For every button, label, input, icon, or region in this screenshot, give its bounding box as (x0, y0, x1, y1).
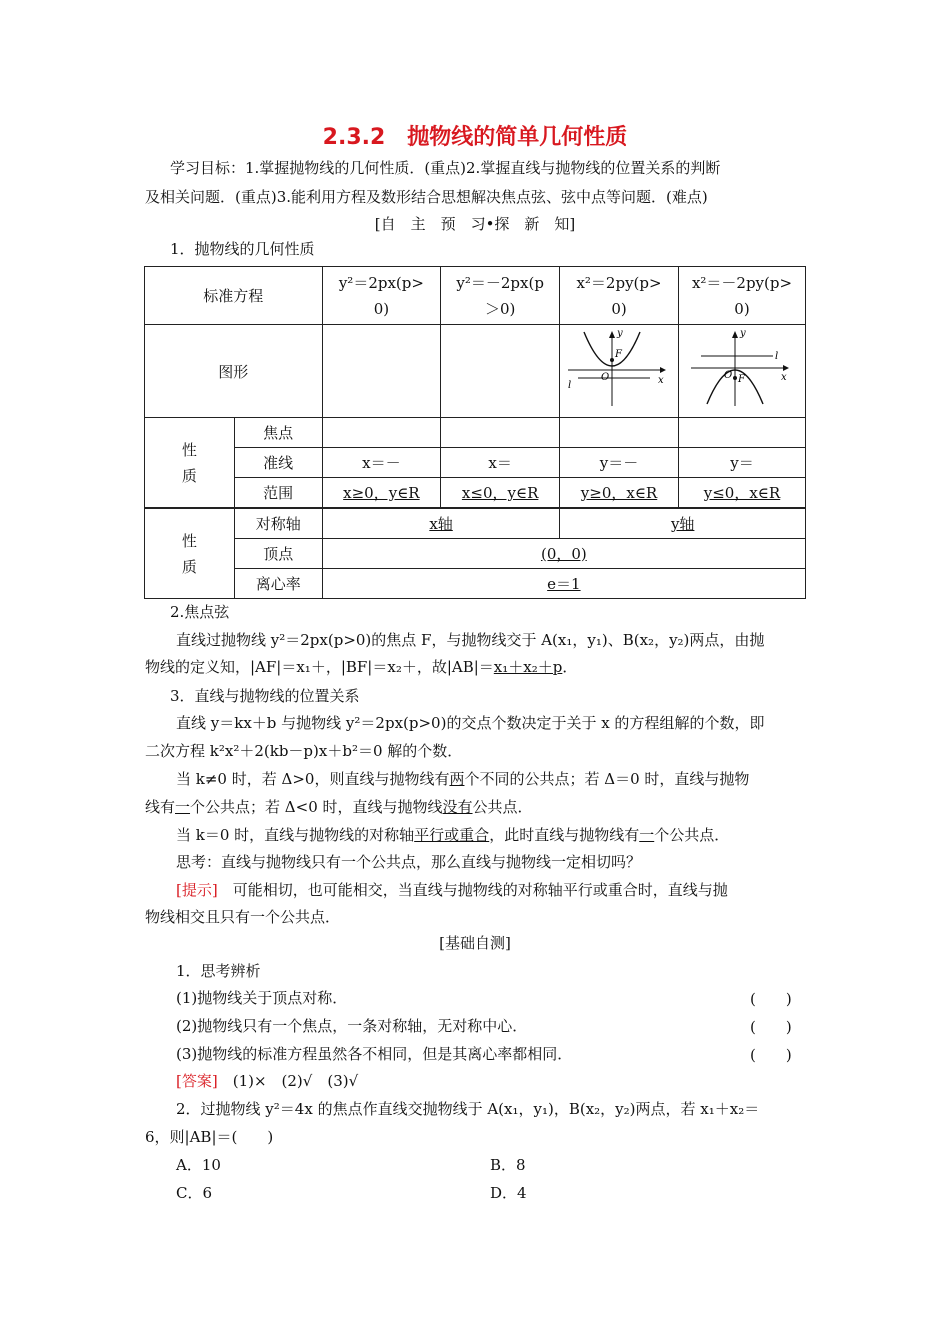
section-2-heading: 2.焦点弦 (170, 603, 230, 621)
svg-text:O: O (601, 372, 610, 383)
svg-text:x: x (658, 375, 664, 386)
directrix-cell-1: x＝－ (322, 448, 441, 478)
directrix-label: 准线 (234, 448, 322, 478)
focus-cell-4 (679, 418, 806, 448)
eq-up: x²＝2py(p> 0) (560, 267, 679, 325)
q1-answer: [答案] (1)× (2)√ (3)√ (176, 1072, 359, 1090)
q2-option-d: D．4 (490, 1184, 527, 1202)
q1-item-1: (1)抛物线关于顶点对称． (176, 989, 348, 1007)
svg-text:y: y (740, 328, 746, 339)
parabola-down-graph (687, 326, 797, 412)
relation-line-1: 直线 y＝kx＋b 与抛物线 y²＝2px(p>0)的交点个数决定于关于 x 的方程组解的个数，即 (176, 714, 765, 732)
std-eq-label: 标准方程 (145, 267, 323, 325)
figure-right (322, 325, 441, 418)
q2-option-c: C．6 (176, 1184, 213, 1202)
q2-option-b: B．8 (490, 1156, 526, 1174)
think-question: 思考：直线与抛物线只有一个公共点，那么直线与抛物线一定相切吗？ (176, 853, 642, 871)
self-test-header: [基础自测] (439, 934, 511, 952)
directrix-cell-2: x＝ (441, 448, 560, 478)
range-label: 范围 (234, 478, 322, 508)
figure-label: 图形 (145, 325, 323, 418)
focus-cell-1 (322, 418, 441, 448)
parabola-up-graph (564, 326, 674, 412)
relation-line-5: 当 k＝0 时，直线与抛物线的对称轴平行或重合，此时直线与抛物线有一个公共点． (176, 826, 730, 844)
answer-tag: [答案] (176, 1072, 218, 1090)
axis-label: 对称轴 (234, 509, 322, 539)
figure-up (560, 325, 679, 418)
relation-line-4: 线有一个公共点；若 Δ<0 时，直线与抛物线没有公共点． (145, 798, 533, 816)
properties-table-2 (144, 508, 806, 599)
q2-line-1: 2．过抛物线 y²＝4x 的焦点作直线交抛物线于 A(x₁，y₁)，B(x₂，y₂)两点，若 x₁＋x₂＝ (176, 1100, 760, 1118)
q2-option-a: A．10 (176, 1156, 221, 1174)
section-1-heading: 1．抛物线的几何性质 (170, 240, 315, 258)
q1-title: 1．思考辨析 (176, 962, 261, 980)
q1-paren-1: ( ) (750, 990, 792, 1008)
properties-table-1 (144, 266, 806, 508)
q2-line-2: 6，则|AB|＝( ) (145, 1128, 274, 1146)
range-cell-2: x≤0，y∈R (441, 478, 560, 508)
eq-down: x²＝－2py(p> 0) (679, 267, 806, 325)
q1-paren-2: ( ) (750, 1018, 792, 1036)
range-cell-4: y≤0，x∈R (679, 478, 806, 508)
section-3-heading: 3．直线与抛物线的位置关系 (170, 687, 360, 705)
focus-cell-2 (441, 418, 560, 448)
q1-item-3: (3)抛物线的标准方程虽然各不相同，但是其离心率都相同． (176, 1045, 573, 1063)
eq-right: y²＝2px(p> 0) (322, 267, 441, 325)
preview-header: [自 主 预 习•探 新 知] (374, 215, 576, 233)
svg-text:F: F (615, 349, 622, 360)
relation-line-3: 当 k≠0 时，若 Δ>0，则直线与抛物线有两个不同的公共点；若 Δ＝0 时，直线与抛物 (176, 770, 750, 788)
props-label-2: 性 质 (145, 509, 235, 599)
page-title: 2.3.2 抛物线的简单几何性质 (322, 125, 628, 150)
q1-item-2: (2)抛物线只有一个焦点，一条对称轴，无对称中心． (176, 1017, 528, 1035)
svg-text:O: O (724, 370, 733, 381)
props-label-1: 性 质 (145, 418, 235, 508)
hint-line-1: [提示] 可能相切，也可能相交，当直线与抛物线的对称轴平行或重合时，直线与抛 (176, 881, 728, 899)
figure-down (679, 325, 806, 418)
ecc-cell: e＝1 (322, 569, 805, 599)
vertex-cell: (0，0) (322, 539, 805, 569)
focus-cell-3 (560, 418, 679, 448)
svg-text:l: l (775, 351, 779, 362)
q1-paren-3: ( ) (750, 1046, 792, 1064)
range-cell-3: y≥0，x∈R (560, 478, 679, 508)
axis-y-cell: y轴 (560, 509, 806, 539)
objectives-line-2: 及相关问题．(重点)3.能利用方程及数形结合思想解决焦点弦、弦中点等问题．(难点) (145, 188, 708, 206)
ecc-label: 离心率 (234, 569, 322, 599)
hint-line-2: 物线相交且只有一个公共点． (145, 908, 341, 926)
svg-text:l: l (568, 380, 572, 391)
focal-chord-line-2: 物线的定义知，|AF|＝x₁＋，|BF|＝x₂＋，故|AB|＝x₁＋x₂＋p． (145, 658, 578, 676)
eq-left: y²＝－2px(p ＞0) (441, 267, 560, 325)
svg-text:x: x (781, 372, 787, 383)
directrix-cell-3: y＝－ (560, 448, 679, 478)
axis-x-cell: x轴 (322, 509, 560, 539)
svg-text:y: y (617, 328, 623, 339)
focus-label: 焦点 (234, 418, 322, 448)
svg-text:F: F (738, 374, 745, 385)
figure-left (441, 325, 560, 418)
focal-chord-line-1: 直线过抛物线 y²＝2px(p>0)的焦点 F，与抛物线交于 A(x₁，y₁)、B(x₂，y₂)两点，由抛 (176, 631, 765, 649)
vertex-label: 顶点 (234, 539, 322, 569)
range-cell-1: x≥0，y∈R (322, 478, 441, 508)
objectives-line-1: 学习目标：1.掌握抛物线的几何性质．(重点)2.掌握直线与抛物线的位置关系的判断 (170, 159, 721, 177)
directrix-cell-4: y＝ (679, 448, 806, 478)
relation-line-2: 二次方程 k²x²＋2(kb－p)x＋b²＝0 解的个数． (145, 742, 463, 760)
hint-tag: [提示] (176, 881, 218, 899)
